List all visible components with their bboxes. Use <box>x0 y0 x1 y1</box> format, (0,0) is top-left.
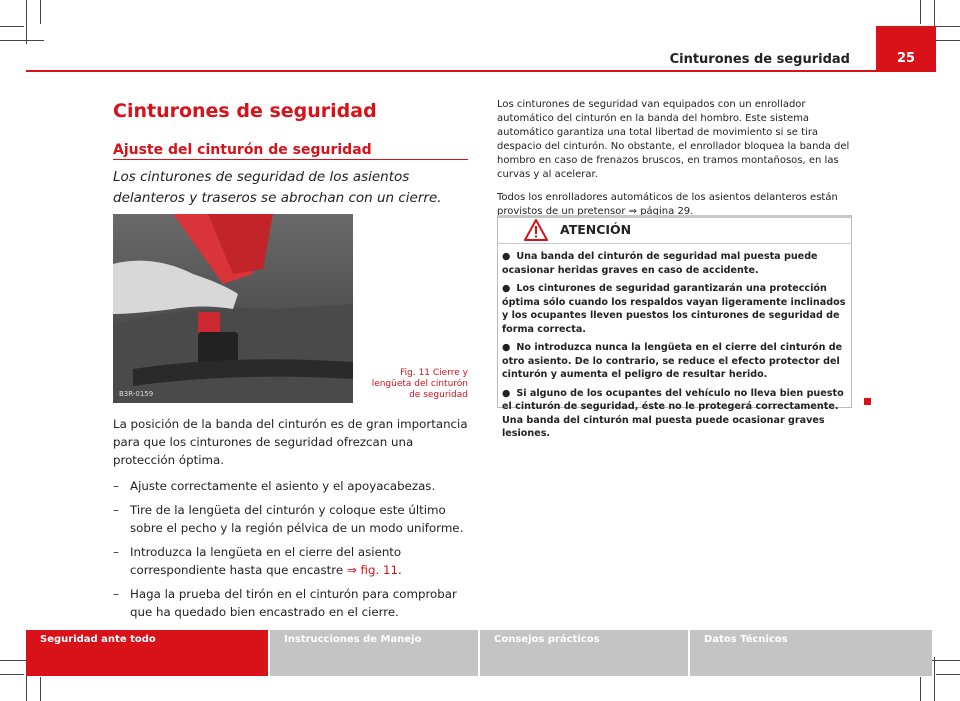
bullet: ● <box>502 342 511 353</box>
figure-caption: Fig. 11 Cierre y lengüeta del cinturón de seguridad <box>371 368 468 400</box>
crop-mark <box>0 674 24 675</box>
warning-item <box>502 282 847 336</box>
tab-instrucciones[interactable]: Instrucciones de Manejo <box>270 630 478 676</box>
step-text: Haga la prueba del tirón en el cinturón para comprobar que ha quedado bien encastrado en el cierre. <box>130 587 457 619</box>
warning-item-text: Si alguno de los ocupantes del vehículo no lleva bien puesto el cinturón de seguridad, éste no le protegerá correctamente. Una banda del cinturón mal puesta puede ocasionar graves lesiones. <box>502 387 844 439</box>
seatbelt-photo <box>113 214 353 403</box>
warning-item <box>502 387 847 441</box>
page-title: Cinturones de seguridad <box>113 100 377 122</box>
right-column-text <box>497 98 852 228</box>
step-item <box>113 477 468 495</box>
tab-seguridad[interactable]: Seguridad ante todo <box>26 630 268 676</box>
crop-mark <box>40 677 41 701</box>
warning-item-text: Los cinturones de seguridad garantizarán una protección óptima sólo cuando los respaldos vayan ligeramente inclinados y los ocupantes lleven puestos los cinturones de seguridad de forma correcta. <box>502 283 846 335</box>
paragraph: Los cinturones de seguridad van equipados con un enrollador automático del cinturón en la banda del hombro. Este sistema automático garantiza una total libertad de movimiento si se tira despacio del cinturón. No obstante, el enrollador bloquea la banda del hombro en caso de frenazos bruscos, en tramos montañosos, en las curvas y al acelerar. <box>497 99 850 180</box>
step-marker: – <box>113 587 119 601</box>
warning-header-rule <box>497 243 852 244</box>
intro-paragraph: La posición de la banda del cinturón es de gran importancia para que los cinturones de seguridad ofrezcan una protección óptima. <box>113 417 468 467</box>
crop-mark <box>920 0 921 24</box>
page-number: 25 <box>896 51 916 66</box>
warning-list <box>502 250 847 446</box>
crop-mark <box>0 40 44 41</box>
chapter-nav <box>26 630 936 676</box>
subtitle-rule <box>113 159 468 160</box>
crop-mark <box>920 677 921 701</box>
section-end-mark <box>864 398 871 405</box>
bullet: ● <box>502 251 511 262</box>
step-item <box>113 585 468 621</box>
step-text: Tire de la lengüeta del cinturón y coloque este último sobre el pecho y la región pélvica de un modo uniforme. <box>130 503 464 535</box>
warning-title: ATENCIÓN <box>560 222 632 237</box>
section-subtitle: Ajuste del cinturón de seguridad <box>113 142 372 158</box>
warning-item <box>502 250 847 277</box>
bullet: ● <box>502 283 511 294</box>
running-header: Cinturones de seguridad <box>669 52 850 67</box>
tab-consejos[interactable]: Consejos prácticos <box>480 630 688 676</box>
figure-code: B3R-0159 <box>119 390 154 398</box>
warning-triangle-icon <box>524 219 548 241</box>
step-text: Ajuste correctamente el asiento y el apoyacabezas. <box>130 479 436 493</box>
step-item: – Introduzca la lengüeta en el cierre del asiento correspondiente hasta que encastre ⇒ fig. 11. <box>113 545 402 577</box>
step-marker: – <box>113 503 119 517</box>
step-text: Introduzca la lengüeta en el cierre del asiento correspondiente hasta que encastre <box>130 545 402 577</box>
header-rule <box>26 70 936 72</box>
article-body <box>113 415 468 627</box>
step-marker: – <box>113 545 119 559</box>
crop-mark <box>0 26 24 27</box>
crop-mark <box>26 0 27 44</box>
warning-item-text: No introduzca nunca la lengüeta en el cierre del cinturón de otro asiento. De lo contrario, se reduce el efecto protector del cinturón y aumenta el peligro de resultar herido. <box>502 342 843 380</box>
crop-mark <box>936 26 960 27</box>
crop-mark <box>40 0 41 24</box>
figure-link[interactable]: ⇒ fig. 11 <box>346 563 398 577</box>
tab-datos[interactable]: Datos Técnicos <box>690 630 932 676</box>
paragraph: Todos los enrolladores automáticos de los asientos delanteros están provistos de un pretensor ⇒ página 29. <box>497 192 838 217</box>
warning-item <box>502 341 847 382</box>
step-marker: – <box>113 479 119 493</box>
warning-item-text: Una banda del cinturón de seguridad mal puesta puede ocasionar heridas graves en caso de accidente. <box>502 251 818 276</box>
crop-mark <box>936 674 960 675</box>
step-item <box>113 501 468 537</box>
bullet: ● <box>502 387 511 399</box>
lead-paragraph: Los cinturones de seguridad de los asientos delanteros y traseros se abrochan con un cierre. <box>113 169 442 206</box>
